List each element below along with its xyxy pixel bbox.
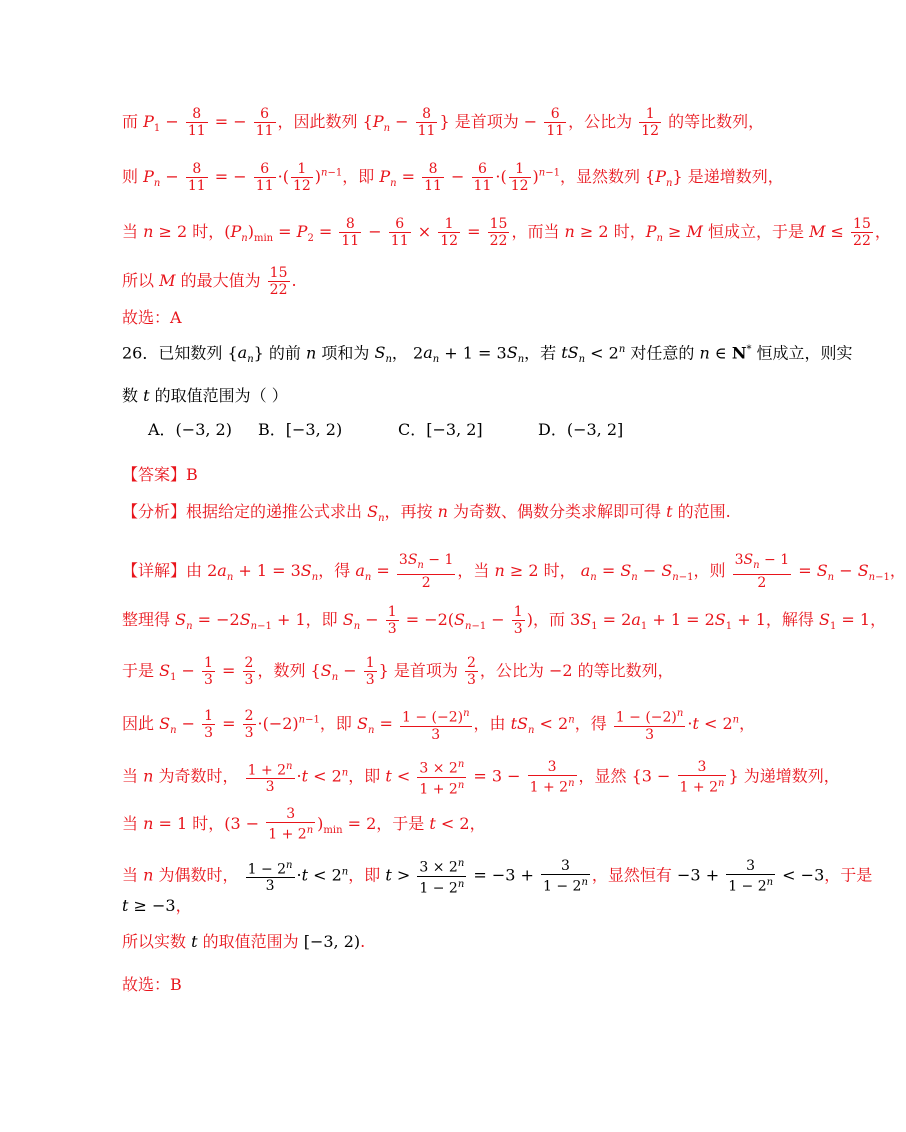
detail-line-9: 所以实数 t 的取值范围为 [−3, 2).: [122, 932, 366, 951]
answer-label: 【答案】B: [122, 465, 198, 484]
question-26: 26．已知数列 $\{a_n\}$ 的前 n 项和为 $S_n$， $2a_n + 1 = 3S_n$，若 $tS_n < 2^n$ 对任意的 n ∈ N* 恒成立，则实: [122, 343, 853, 366]
detail-line-1: 【详解】由 $2a_n + 1 = 3S_n$，得 $a_n$ = $\frac{3S_n - 1}{2}$ ，当 n ≥ 2 时， $a_n = S_n - S_{n-1}$，则 $\frac{3S_n - 1}{2}$ = $S_n - S_{n-1}$，: [122, 552, 906, 591]
analysis-line: 【分析】根据给定的递推公式求出 $S_n$，再按 n 为奇数、偶数分类求解即可得 t 的范围.: [122, 502, 731, 525]
solution-line-3: 当 n ≥ 2 时，$(P_n)_{min} = P_2$ = $\frac{8}{11}$ − $\frac{6}{11}$ × $\frac{1}{12}$ = $\frac{15}{22}$ ，而当 n ≥ 2 时，$P_n \ge M$ 恒成立，于是 M ≤ $\frac{15}{22}$ ，: [122, 216, 891, 249]
solution-line-1: 而 $P_1$ − $\frac{8}{11}$ = − $\frac{6}{11}$ ，因此数列 {$P_n$ − $\frac{8}{11}$ } 是首项为 − $\frac{6}{11}$ ，公比为 $\frac{1}{12}$ 的等比数列，: [122, 106, 765, 139]
detail-line-7: 当 n 为偶数时， $\frac{1 - 2^n}{3}$ $\cdot t < 2^n$，即 t > $\frac{3 \times 2^n}{1 - 2^n}$ = −3 + $\frac{3}{1 - 2^n}$ ，显然恒有 −3 + $\frac{3}{1 - 2^n}$ < −3，于是: [122, 857, 873, 897]
option-b[interactable]: B．[−3, 2): [258, 420, 343, 439]
detail-line-6: 当 n = 1 时，(3 − $\frac{3}{1 + 2^n}$ )$_{min} = 2$，于是 t < 2，: [122, 806, 486, 843]
detail-line-5: 当 n 为奇数时， $\frac{1 + 2^n}{3}$ $\cdot t < 2^n$，即 t < $\frac{3 \times 2^n}{1 + 2^n}$ = 3 − $\frac{3}{1 + 2^n}$ ，显然 {3 − $\frac{3}{1 + 2^n}$ } 为递增数列，: [122, 758, 840, 798]
detail-line-3: 于是 $S_1$ − $\frac{1}{3}$ = $\frac{2}{3}$ ，数列 {$S_n$ − $\frac{1}{3}$ } 是首项为 $\frac{2}{3}$ ，公比为 −2 的等比数列，: [122, 655, 674, 688]
question-26-cont: 数 t 的取值范围为（ ）: [122, 386, 288, 405]
solution-line-4: 所以 M 的最大值为 $\frac{15}{22}$ .: [122, 265, 297, 298]
detail-line-4: 因此 $S_n$ − $\frac{1}{3}$ = $\frac{2}{3}$ $\cdot(-2)^{n-1}$，即 $S_n$ = $\frac{1 - (-2)^n}{3}$ ，由 $tS_n < 2^n$，得 $\frac{1 - (-2)^n}{3}$ $\cdot t < 2^n$，: [122, 707, 756, 743]
detail-line-8: t ≥ −3，: [122, 896, 192, 915]
option-a[interactable]: A．(−3, 2): [148, 420, 232, 439]
solution-line-2: 则 $P_n$ − $\frac{8}{11}$ = − $\frac{6}{11}$ ·( $\frac{1}{12}$ )$^{n-1}$，即 $P_n$ = $\frac{8}{11}$ − $\frac{6}{11}$ ·( $\frac{1}{12}$ )$^{n-1}$，显然数列 $\{P_n\}$ 是递增数列，: [122, 161, 784, 194]
detail-line-2: 整理得 $S_n = -2S_{n-1} + 1$，即 $S_n$ − $\frac{1}{3}$ = $-2(S_{n-1}$ − $\frac{1}{3}$ )，而 $3S_1 = 2a_1 + 1 = 2S_1 + 1$，解得 $S_1 = 1$，: [122, 604, 887, 637]
option-c[interactable]: C．[−3, 2]: [398, 420, 483, 439]
solution-choice-a: 故选：A: [122, 308, 182, 327]
solution-choice-b: 故选：B: [122, 975, 182, 994]
option-d[interactable]: D．(−3, 2]: [538, 420, 624, 439]
